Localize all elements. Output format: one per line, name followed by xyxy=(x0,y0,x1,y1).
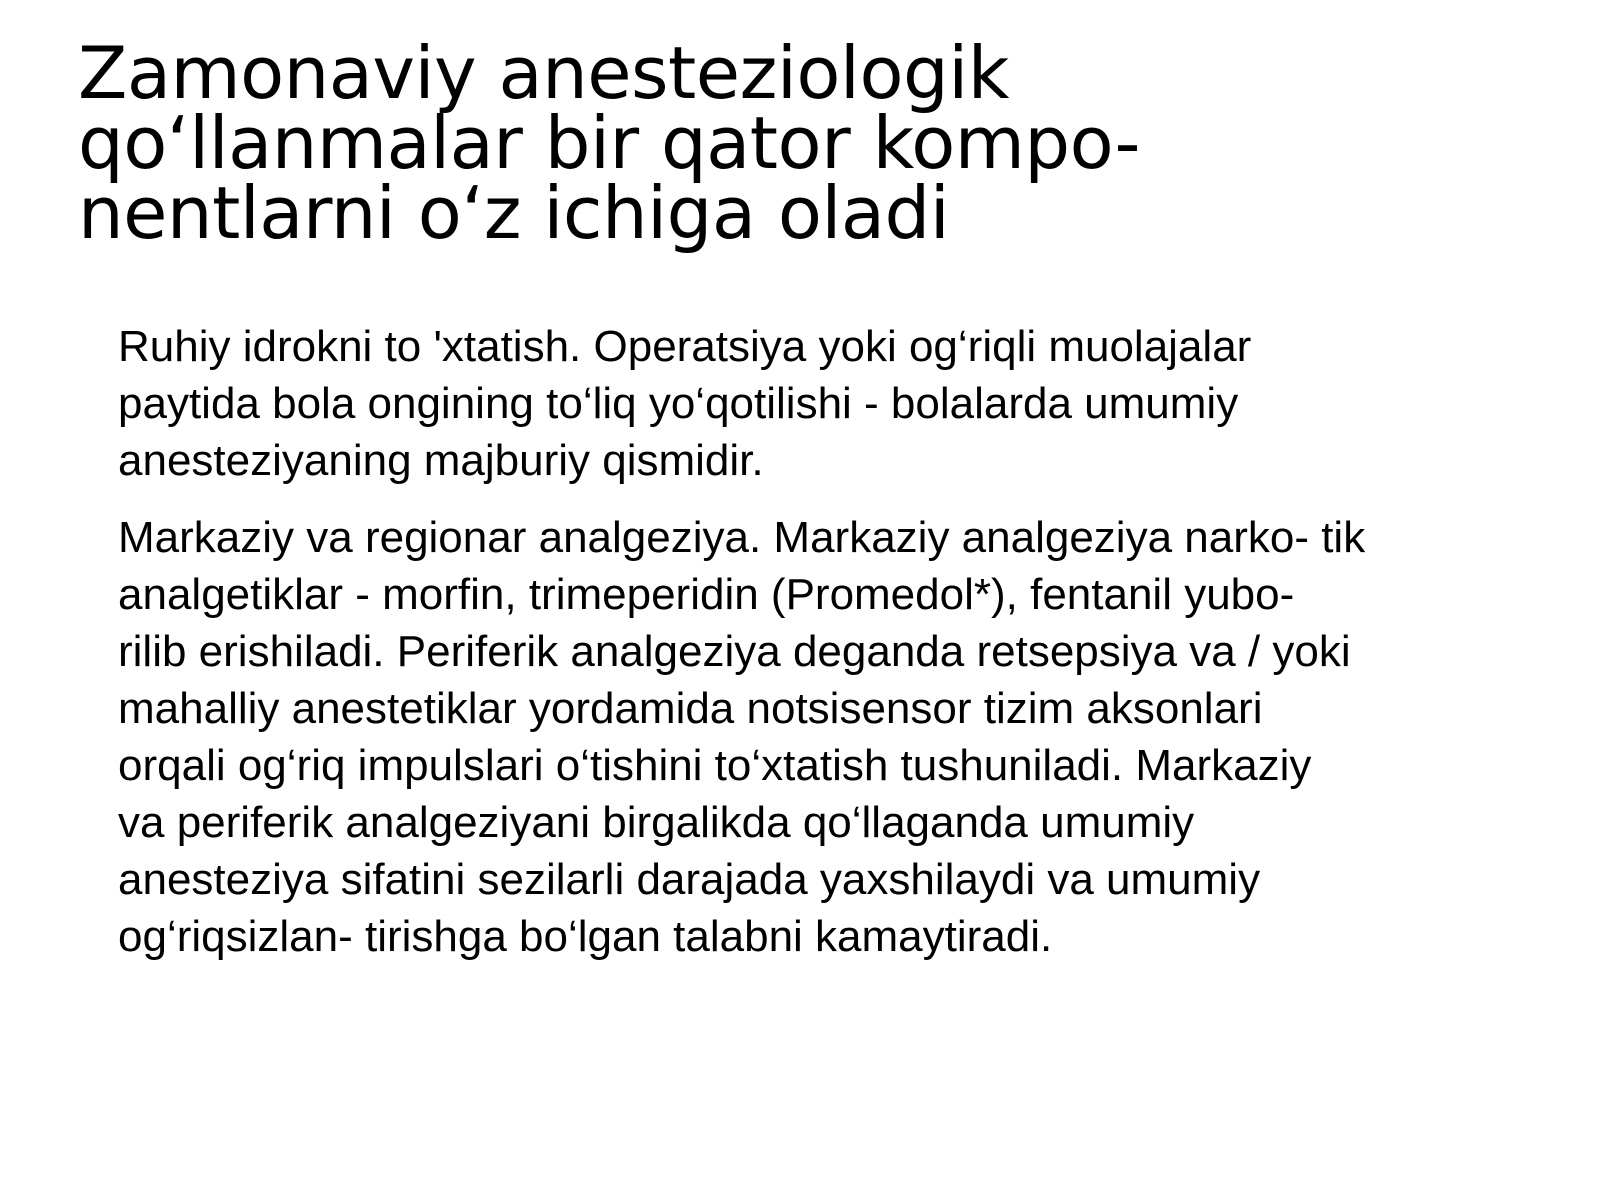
title-line: qo‘llanmalar bir qator kompo- xyxy=(78,101,1140,185)
slide-body xyxy=(118,318,1538,985)
paragraph-line: Markaziy va regionar analgeziya. Markaziy analgeziya narko- tik xyxy=(118,513,1366,562)
paragraph-line: og‘riqsizlan- tirishga bo‘lgan talabni kamaytiradi. xyxy=(118,912,1053,961)
paragraph-line: rilib erishiladi. Periferik analgeziya deganda retsepsiya va / yoki xyxy=(118,627,1351,676)
paragraph-line: mahalliy anestetiklar yordamida notsisensor tizim aksonlari xyxy=(118,684,1263,733)
paragraph-line: analgetiklar - morfin, trimeperidin (Promedol*), fentanil yubo- xyxy=(118,570,1295,619)
slide-title xyxy=(78,31,1478,255)
paragraph-consciousness xyxy=(118,318,1538,489)
paragraph-line: anesteziya sifatini sezilarli darajada yaxshilaydi va umumiy xyxy=(118,855,1261,904)
paragraph-line: Ruhiy idrokni to 'xtatish. Operatsiya yoki og‘riqli muolajalar xyxy=(118,322,1252,371)
paragraph-line: paytida bola ongining to‘liq yo‘qotilishi - bolalarda umumiy xyxy=(118,379,1239,428)
paragraph-line: anesteziyaning majburiy qismidir. xyxy=(118,436,764,485)
paragraph-line: va periferik analgeziyani birgalikda qo‘llaganda umumiy xyxy=(118,798,1195,847)
paragraph-line: orqali og‘riq impulslari o‘tishini to‘xtatish tushuniladi. Markaziy xyxy=(118,741,1312,790)
paragraph-analgesia xyxy=(118,509,1538,965)
title-line: Zamonaviy anesteziologik xyxy=(78,31,1009,115)
title-line: nentlarni o‘z ichiga oladi xyxy=(78,171,950,255)
